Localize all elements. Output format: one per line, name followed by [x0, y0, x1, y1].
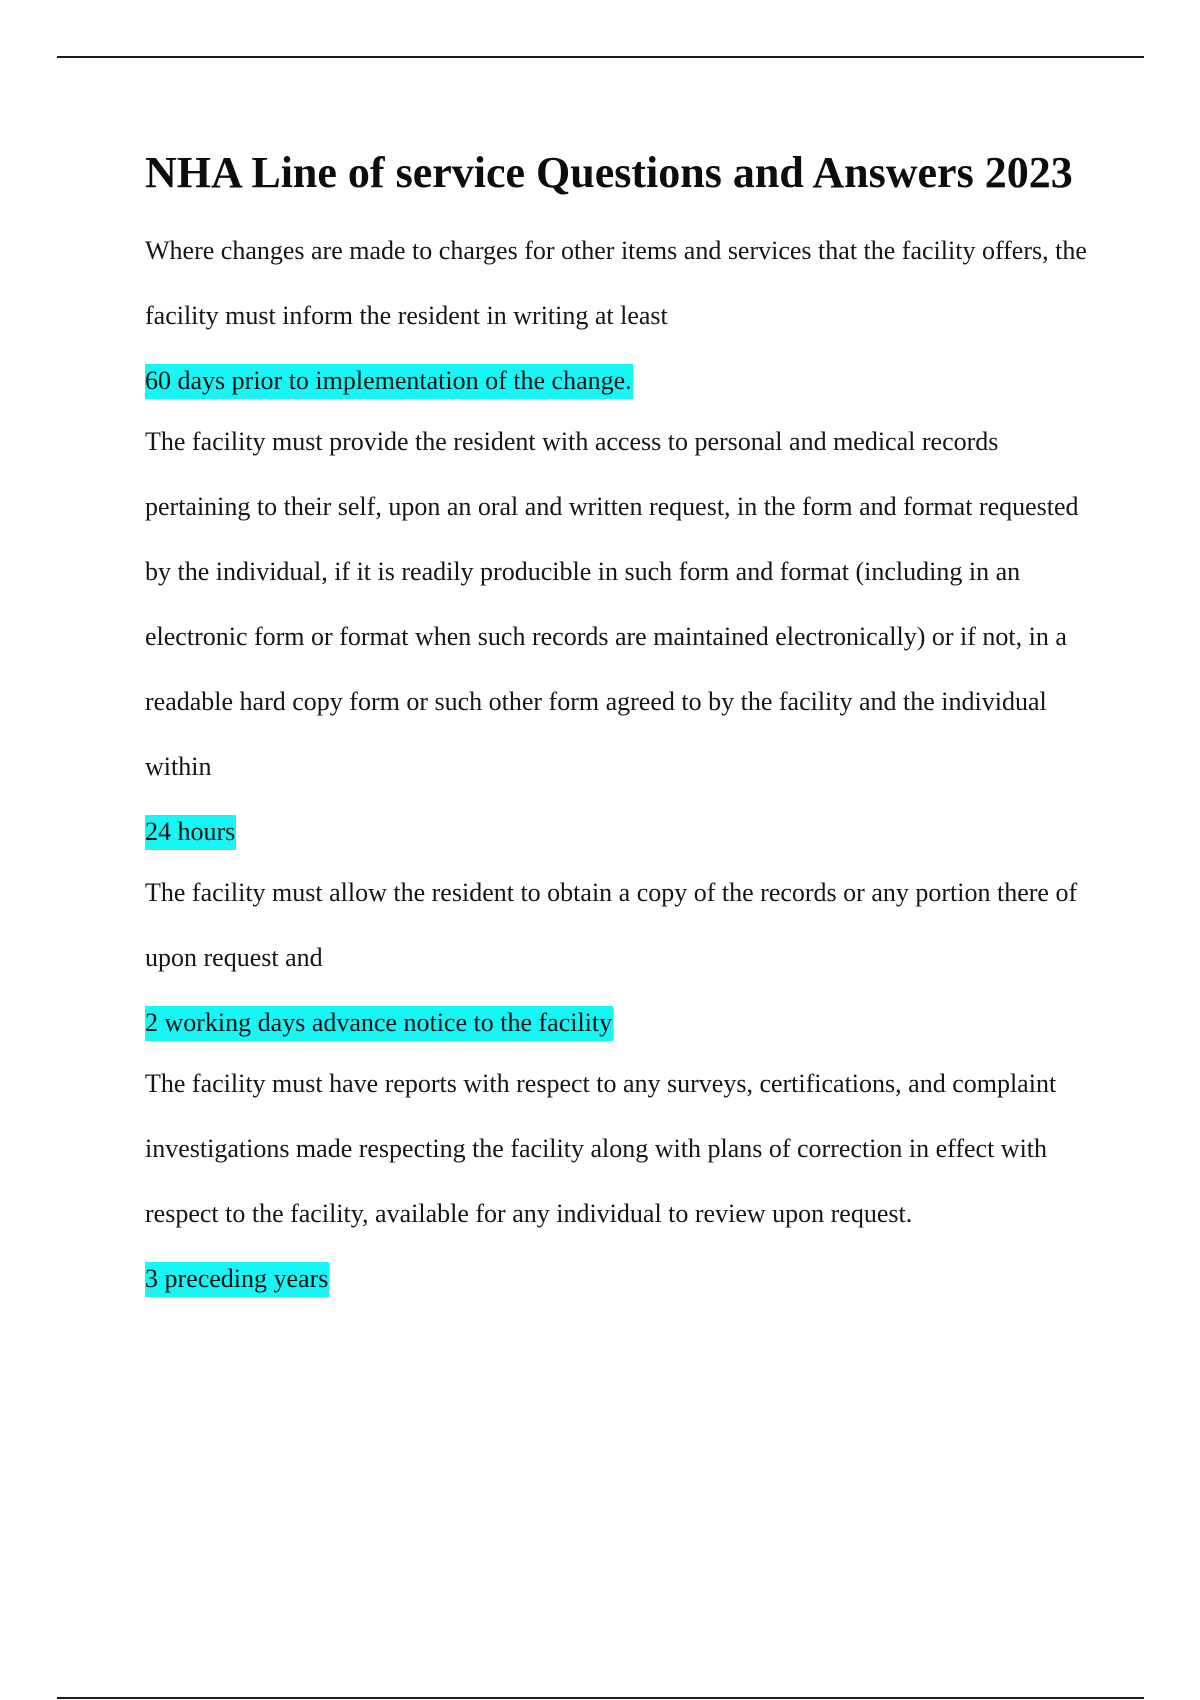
- qa-item: [145, 1051, 1095, 1311]
- page-title: NHA Line of service Questions and Answers 2023: [145, 148, 1073, 197]
- answer-row: [145, 348, 1095, 413]
- answer-row: [145, 990, 1095, 1055]
- top-divider: [57, 56, 1144, 58]
- question-text: Where changes are made to charges for other items and services that the facility offers, the facility must inform the resident in writing at least: [145, 236, 1087, 330]
- question-text: The facility must have reports with respect to any surveys, certifications, and complaint investigations made respecting the facility along with plans of correction in effect with respect to the facility, available for any individual to review upon request.: [145, 1069, 1057, 1228]
- highlighted-answer: 2 working days advance notice to the facility: [145, 1006, 613, 1041]
- highlighted-answer: 60 days prior to implementation of the change.: [145, 364, 633, 399]
- qa-item: [145, 860, 1095, 1055]
- qa-item: [145, 218, 1095, 413]
- question-text: The facility must provide the resident with access to personal and medical records pertaining to their self, upon an oral and written request, in the form and format requested by the individual, if it is readily producible in such form and format (including in an electronic form or format when such records are maintained electronically) or if not, in a readable hard copy form or such other form agreed to by the facility and the individual within: [145, 427, 1079, 781]
- document-body: [145, 146, 1095, 1311]
- qa-item: [145, 409, 1095, 864]
- highlighted-answer: 3 preceding years: [145, 1262, 329, 1297]
- highlighted-answer: 24 hours: [145, 815, 236, 850]
- answer-row: [145, 1246, 1095, 1311]
- bottom-divider: [57, 1697, 1144, 1699]
- question-text: The facility must allow the resident to obtain a copy of the records or any portion there of upon request and: [145, 878, 1078, 972]
- answer-row: [145, 799, 1095, 864]
